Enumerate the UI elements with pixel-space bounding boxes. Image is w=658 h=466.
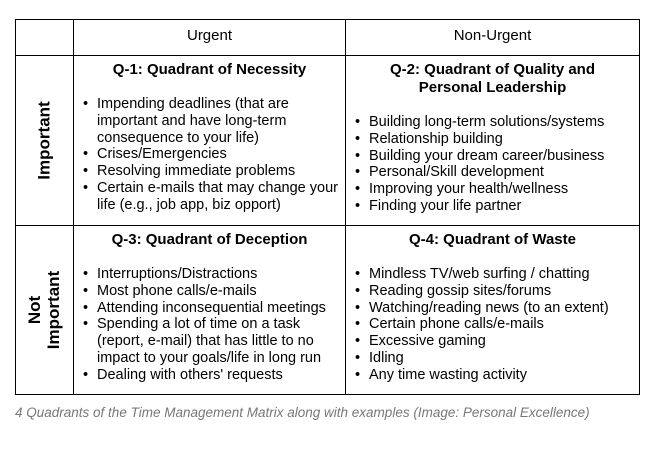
list-item: • Any time wasting activity (352, 367, 633, 384)
list-item: • Improving your health/wellness (352, 181, 633, 198)
list-item: • Most phone calls/e-mails (80, 283, 339, 300)
list-item: • Mindless TV/web surfing / chatting (352, 266, 633, 283)
list-item: • Attending inconsequential meetings (80, 300, 339, 317)
row-header-important-label: Important (35, 101, 55, 180)
quadrant-q1-title: Q-1: Quadrant of Necessity (112, 61, 307, 78)
list-item: • Relationship building (352, 131, 633, 148)
list-item: • Excessive gaming (352, 333, 633, 350)
time-management-matrix (15, 19, 640, 395)
quadrant-q3 (74, 226, 345, 394)
quadrant-q4-list (352, 266, 633, 384)
list-item: • Certain phone calls/e-mails (352, 316, 633, 333)
column-header-non-urgent: Non-Urgent (453, 27, 532, 44)
list-item: • Crises/Emergencies (80, 146, 339, 163)
quadrant-q2-title (352, 61, 633, 97)
row-header-not-important (16, 226, 73, 394)
row-header-not-important-line2: Important (44, 270, 64, 350)
quadrant-q3-list (80, 266, 339, 384)
quadrant-q2-list (352, 114, 633, 215)
list-item: • Interruptions/Distractions (80, 266, 339, 283)
row-header-not-important-label (26, 271, 64, 349)
list-item: • Certain e-mails that may change your life (e.g., job app, biz opport) (80, 180, 339, 214)
list-item: • Impending deadlines (that are important and have long-term consequence to your life) (80, 96, 339, 146)
quadrant-q4-title: Q-4: Quadrant of Waste (409, 231, 576, 248)
list-item: • Resolving immediate problems (80, 163, 339, 180)
column-header-urgent: Urgent (186, 27, 233, 44)
figure-caption: 4 Quadrants of the Time Management Matrix along with examples (Image: Personal Excellence) (15, 405, 590, 420)
list-item: • Spending a lot of time on a task (report, e-mail) that has little to no impact to your goals/life in long run (80, 316, 339, 366)
quadrant-q3-title: Q-3: Quadrant of Deception (111, 231, 308, 248)
row-header-important (16, 56, 73, 225)
list-item: • Watching/reading news (to an extent) (352, 300, 633, 317)
row-header-not-important-line1: Not (25, 295, 45, 325)
list-item: • Personal/Skill development (352, 164, 633, 181)
quadrant-q2 (346, 56, 639, 225)
quadrant-q2-title-line2: Personal Leadership (418, 79, 567, 96)
quadrant-q2-title-line1: Q-2: Quadrant of Quality and (389, 61, 595, 78)
list-item: • Reading gossip sites/forums (352, 283, 633, 300)
quadrant-q4 (346, 226, 639, 394)
list-item: • Dealing with others' requests (80, 367, 339, 384)
list-item: • Finding your life partner (352, 198, 633, 215)
quadrant-q1-list (80, 96, 339, 214)
list-item: • Idling (352, 350, 633, 367)
quadrant-q1 (74, 56, 345, 225)
list-item: • Building long-term solutions/systems (352, 114, 633, 131)
list-item: • Building your dream career/business (352, 148, 633, 165)
